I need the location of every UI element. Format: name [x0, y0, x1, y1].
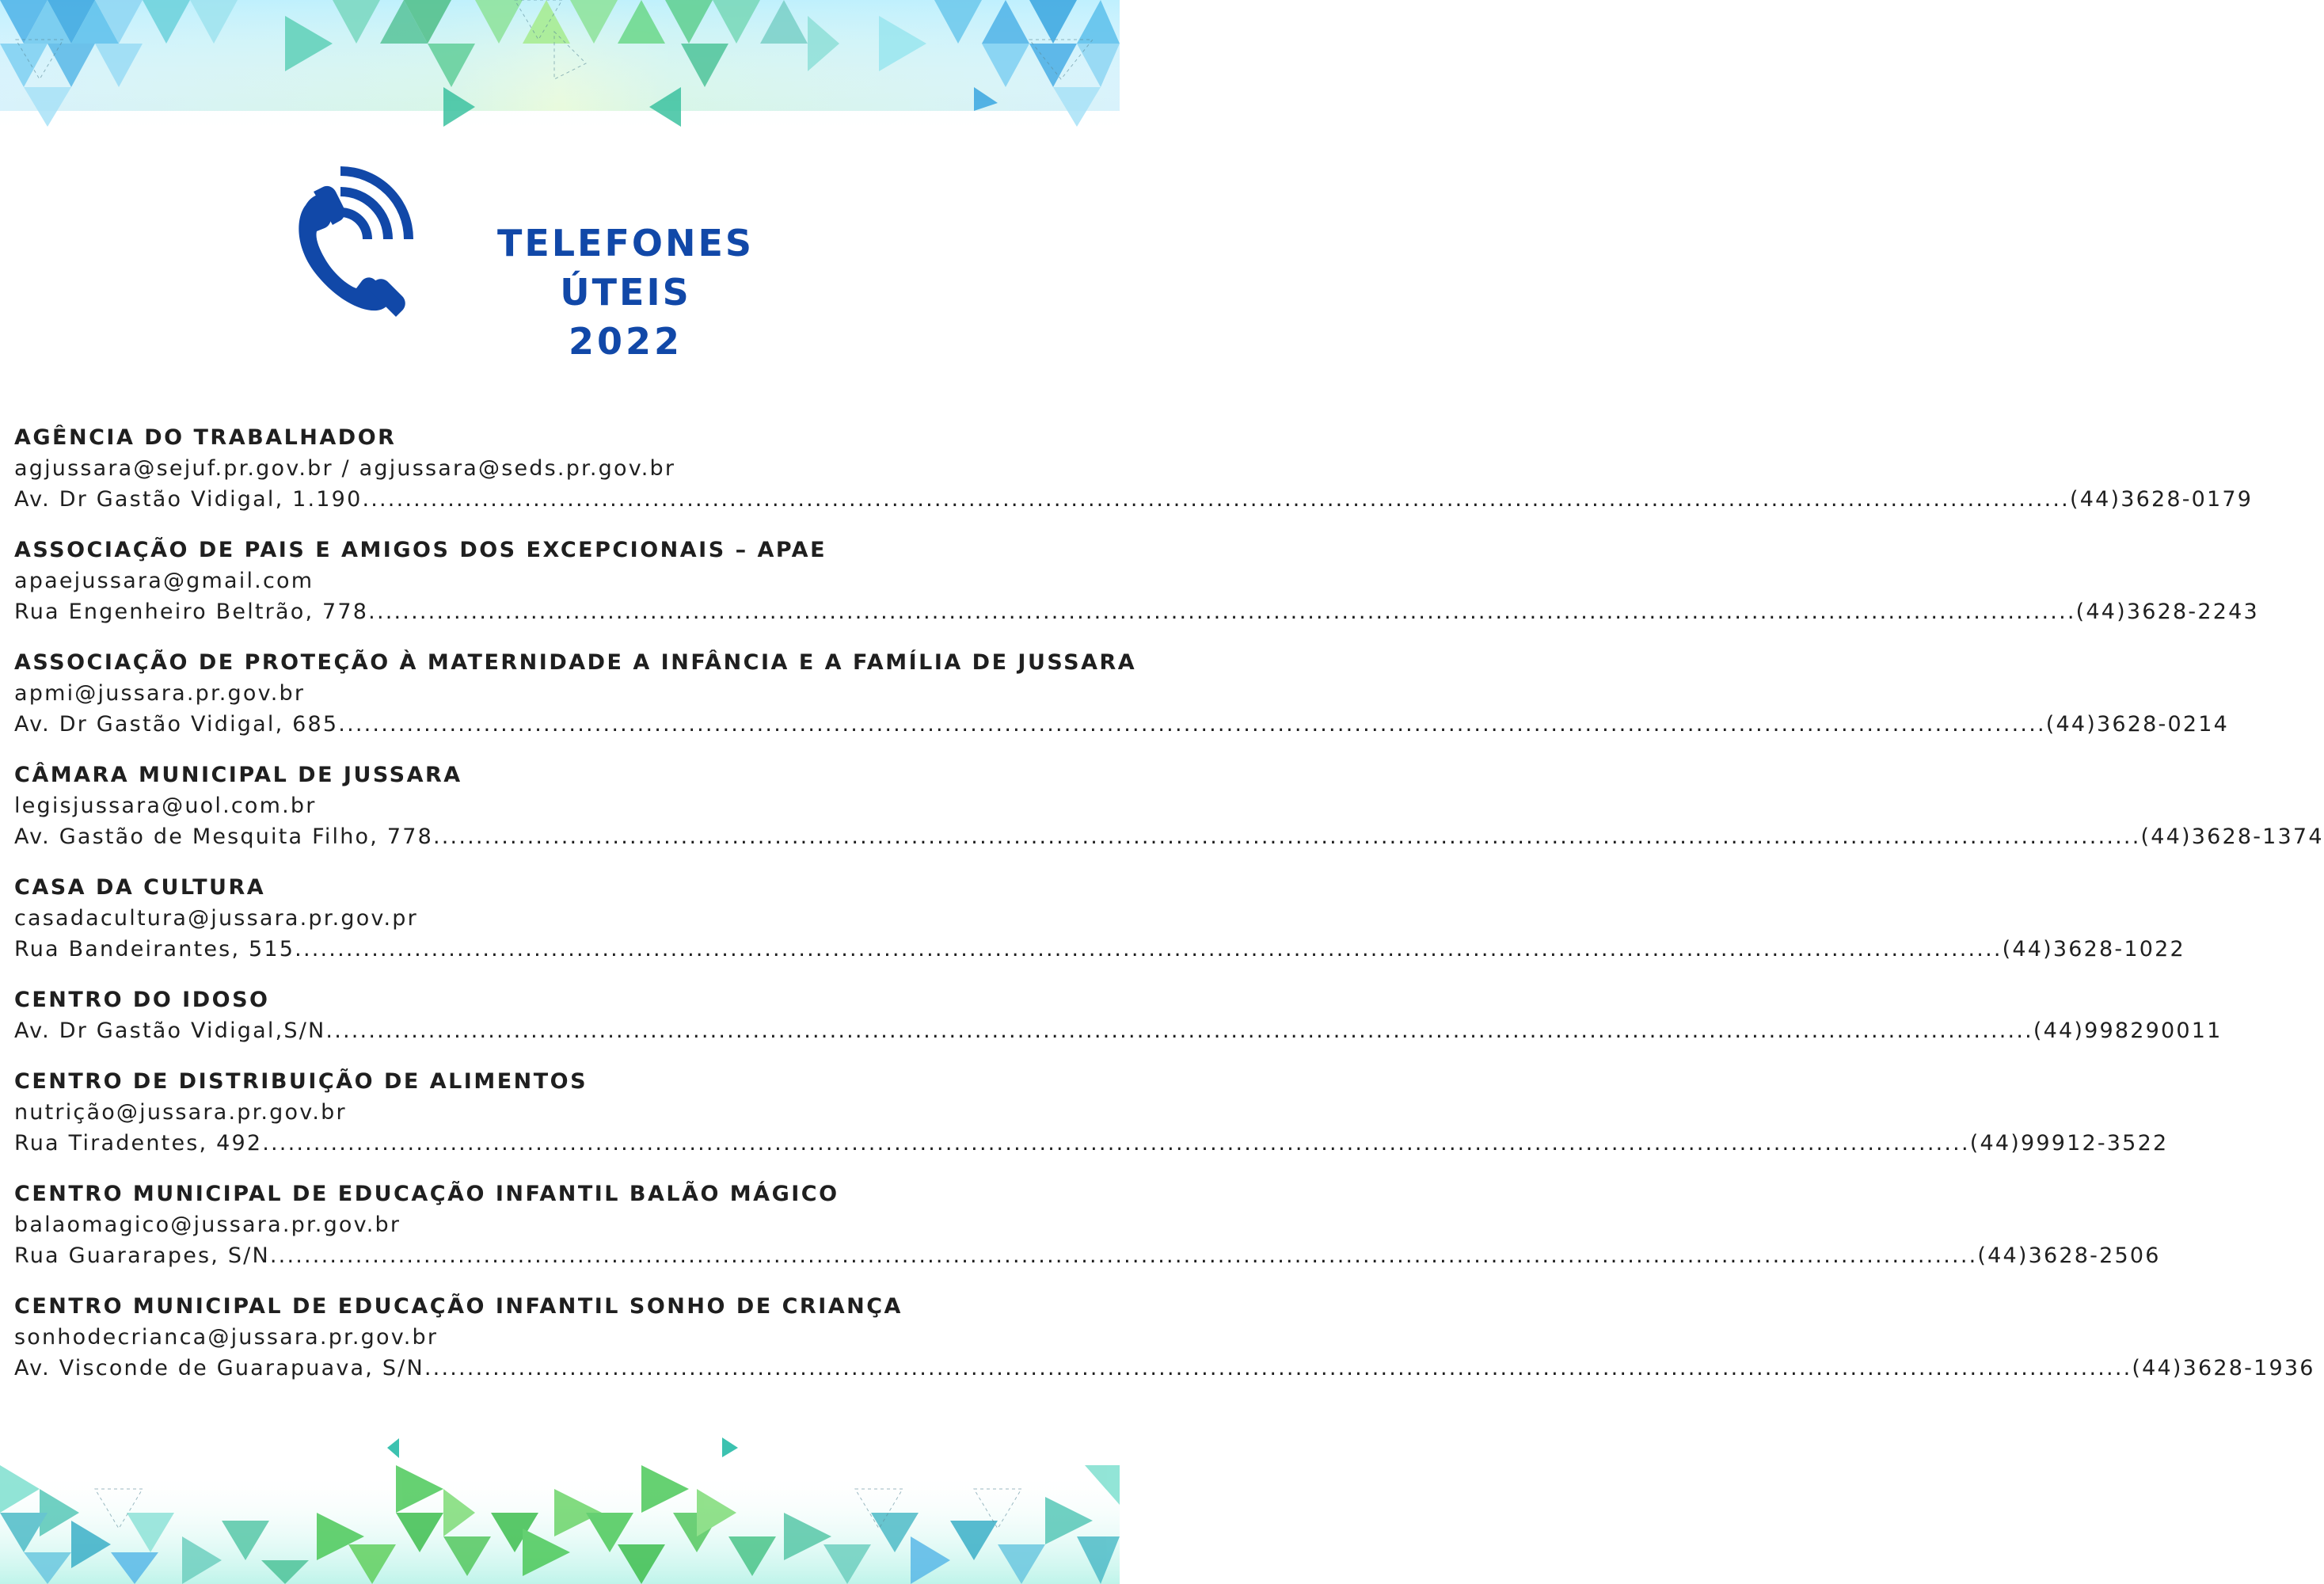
entry-address-row — [14, 484, 2254, 515]
list-item — [14, 648, 2229, 740]
dot-leader: ........................................................................................................................................................................................................ — [424, 1356, 2132, 1380]
entry-name: CÂMARA MUNICIPAL DE JUSSARA — [14, 763, 462, 787]
list-item — [14, 1179, 2161, 1271]
entry-phone[interactable]: (44)3628-0214 — [2045, 712, 2229, 737]
entry-address-row — [14, 1240, 2161, 1271]
entry-email[interactable]: nutrição@jussara.pr.gov.br — [14, 1100, 347, 1125]
entry-address: Av. Visconde de Guarapuava, S/N — [14, 1356, 424, 1380]
list-item — [14, 760, 2324, 852]
entry-email[interactable]: agjussara@sejuf.pr.gov.br / agjussara@seds.pr.gov.br — [14, 456, 676, 481]
list-item — [14, 1067, 2169, 1159]
entry-phone[interactable]: (44)3628-1374 — [2140, 824, 2324, 849]
entry-address: Rua Engenheiro Beltrão, 778 — [14, 600, 369, 624]
entry-name: ASSOCIAÇÃO DE PROTEÇÃO À MATERNIDADE A INFÂNCIA E A FAMÍLIA DE JUSSARA — [14, 650, 1137, 675]
entry-phone[interactable]: (44)3628-0179 — [2069, 487, 2254, 512]
entry-name: CASA DA CULTURA — [14, 875, 266, 900]
entry-address: Rua Tiradentes, 492 — [14, 1131, 263, 1156]
entry-address-row — [14, 934, 2185, 965]
dot-leader: ........................................................................................................................................................................................................ — [295, 937, 2003, 961]
title-year: 2022 — [568, 320, 683, 363]
entry-email[interactable]: sonhodecrianca@jussara.pr.gov.br — [14, 1325, 439, 1350]
entry-address-row — [14, 1353, 2315, 1384]
entry-address: Av. Dr Gastão Vidigal, 685 — [14, 712, 339, 737]
list-item — [14, 873, 2185, 965]
entry-email[interactable]: balaomagico@jussara.pr.gov.br — [14, 1213, 401, 1237]
entry-email[interactable]: apmi@jussara.pr.gov.br — [14, 681, 306, 706]
entry-name: CENTRO DO IDOSO — [14, 988, 270, 1012]
list-item — [14, 535, 2259, 627]
entry-phone[interactable]: (44)99912-3522 — [1969, 1131, 2169, 1156]
entry-address: Av. Dr Gastão Vidigal,S/N — [14, 1019, 326, 1043]
entry-address-row — [14, 1128, 2169, 1159]
bottom-triangle-decoration — [0, 1426, 1120, 1584]
entry-phone[interactable]: (44)3628-1936 — [2132, 1356, 2315, 1380]
entry-name: CENTRO MUNICIPAL DE EDUCAÇÃO INFANTIL BALÃO MÁGICO — [14, 1182, 839, 1206]
entry-address: Av. Gastão de Mesquita Filho, 778 — [14, 824, 433, 849]
page-header — [0, 158, 1120, 363]
dot-leader: ........................................................................................................................................................................................................ — [432, 824, 2141, 849]
entry-name: AGÊNCIA DO TRABALHADOR — [14, 425, 397, 450]
dot-leader: ........................................................................................................................................................................................................ — [262, 1131, 1970, 1156]
entry-address-row — [14, 821, 2324, 852]
entry-phone[interactable]: (44)3628-2506 — [1977, 1243, 2161, 1268]
entry-name: CENTRO DE DISTRIBUIÇÃO DE ALIMENTOS — [14, 1069, 588, 1094]
entry-address-row — [14, 709, 2229, 740]
entry-phone[interactable]: (44)3628-2243 — [2075, 600, 2259, 624]
entry-phone[interactable]: (44)3628-1022 — [2002, 937, 2185, 961]
dot-leader: ........................................................................................................................................................................................................ — [338, 712, 2046, 737]
dot-leader: ........................................................................................................................................................................................................ — [362, 487, 2070, 512]
title-text: TELEFONES ÚTEIS — [496, 222, 755, 314]
dot-leader: ........................................................................................................................................................................................................ — [325, 1019, 2033, 1043]
entry-address-row — [14, 596, 2259, 627]
top-triangle-decoration — [0, 0, 1120, 135]
entry-address: Av. Dr Gastão Vidigal, 1.190 — [14, 487, 363, 512]
phone-waves-icon — [291, 169, 418, 320]
entry-email[interactable]: casadacultura@jussara.pr.gov.pr — [14, 906, 418, 931]
entry-name: ASSOCIAÇÃO DE PAIS E AMIGOS DOS EXCEPCIONAIS – APAE — [14, 538, 827, 562]
entry-phone[interactable]: (44)998290011 — [2033, 1019, 2223, 1043]
entry-address: Rua Bandeirantes, 515 — [14, 937, 295, 961]
entry-email[interactable]: legisjussara@uol.com.br — [14, 794, 317, 818]
dot-leader: ........................................................................................................................................................................................................ — [368, 600, 2076, 624]
page-title — [428, 219, 823, 366]
list-item — [14, 985, 2223, 1046]
entry-email[interactable]: apaejussara@gmail.com — [14, 569, 314, 593]
list-item — [14, 423, 2254, 515]
dot-leader: ........................................................................................................................................................................................................ — [269, 1243, 1978, 1268]
entry-address: Rua Guararapes, S/N — [14, 1243, 270, 1268]
list-item — [14, 1292, 2315, 1384]
entry-address-row — [14, 1015, 2223, 1046]
entry-name: CENTRO MUNICIPAL DE EDUCAÇÃO INFANTIL SONHO DE CRIANÇA — [14, 1294, 903, 1319]
phone-directory — [14, 423, 2324, 1404]
